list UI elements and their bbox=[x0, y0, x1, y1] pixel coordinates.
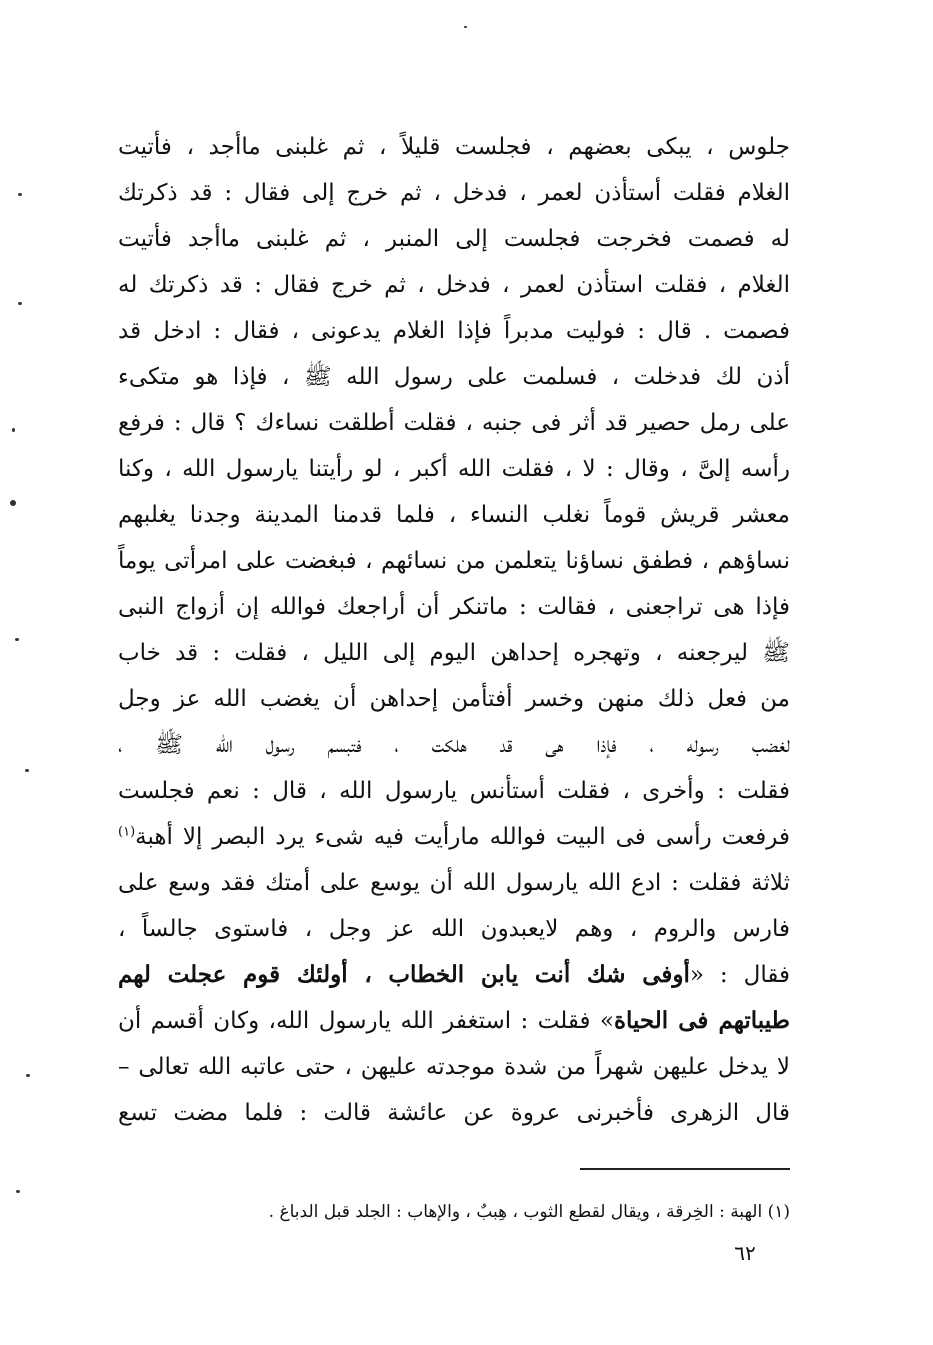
text-line: فارس والروم ، وهم لايعبدون الله عز وجل ، فاستوى جالساً ، bbox=[118, 916, 790, 942]
body-text bbox=[118, 124, 790, 1136]
text-line: ثلاثة فقلت : ادع الله يارسول الله أن يوسع على أمتك فقد وسع على bbox=[118, 870, 790, 896]
footnote-marker: (١) bbox=[118, 824, 136, 840]
text-line: فإذا هى تراجعنى ، فقالت : ماتنكر أن أراجعك فوالله إن أزواج النبى bbox=[118, 594, 790, 620]
text-line bbox=[118, 998, 790, 1044]
page-number: ٦٢ bbox=[734, 1241, 756, 1265]
text-line: فقلت : وأخرى ، فقلت أستأنس يارسول الله ، قال : نعم فجلست bbox=[118, 778, 790, 804]
scan-speck bbox=[464, 26, 467, 28]
text-line: من فعل ذلك منهن وخسر أفتأمن إحداهن أن يغضب الله عز وجل bbox=[118, 686, 790, 712]
text-line: فصمت . قال : فوليت مدبراً فإذا الغلام يدعونى ، فقال : ادخل قد bbox=[118, 318, 790, 344]
scan-speck bbox=[16, 1190, 20, 1193]
text-plain: فقال : « bbox=[689, 962, 790, 988]
quoted-bold-text: أوفى شك أنت يابن الخطاب ، أولئك قوم عجلت لهم bbox=[118, 961, 690, 988]
text-line: لا يدخل عليهن شهراً من شدة موجدته عليهن ، حتى عاتبه الله تعالى – bbox=[118, 1054, 790, 1080]
scan-speck bbox=[18, 193, 22, 196]
text-line: الغلام فقلت أستأذن لعمر ، فدخل ، ثم خرج إلى فقال : قد ذكرتك bbox=[118, 180, 790, 206]
text-line: له فصمت فخرجت فجلست إلى المنبر ، ثم غلبنى ماأجد فأتيت bbox=[118, 226, 790, 252]
footnote: (١) الهبة : الخِرقة ، ويقال لقطع الثوب ، هِببٌ ، والإهاب : الجلد قبل الدباغ . bbox=[268, 1202, 790, 1222]
footnote-separator bbox=[580, 1168, 790, 1170]
text-line: الغلام ، فقلت استأذن لعمر ، فدخل ، ثم خرج فقال : قد ذكرتك له bbox=[118, 272, 790, 298]
text-line: ﷺ ليرجعنه ، وتهجره إحداهن اليوم إلى الليل ، فقلت : قد خاب bbox=[118, 640, 790, 666]
text-line: معشر قريش قوماً نغلب النساء ، فلما قدمنا المدينة وجدنا يغلبهم bbox=[118, 502, 790, 528]
text-line: أذن لك فدخلت ، فسلمت على رسول الله ﷺ ، فإذا هو متكىء bbox=[118, 364, 790, 390]
scan-speck bbox=[10, 500, 16, 506]
scan-speck bbox=[25, 769, 29, 772]
text-line: على رمل حصير قد أثر فى جنبه ، فقلت أطلقت نساءك ؟ قال : فرفع bbox=[118, 410, 790, 436]
text-line: جلوس ، يبكى بعضهم ، فجلست قليلاً ، ثم غلبنى ماأجد ، فأتيت bbox=[118, 134, 790, 160]
scan-speck bbox=[18, 302, 22, 305]
quoted-bold-text: طيباتهم فى الحياة bbox=[613, 1007, 790, 1034]
scan-speck bbox=[15, 638, 19, 641]
text-plain: » فقلت : استغفر الله يارسول الله، وكان أقسم أن bbox=[118, 1008, 614, 1034]
text-line bbox=[118, 814, 790, 860]
text-line-content: فرفعت رأسى فى البيت فوالله مارأيت فيه شىء يرد البصر إلا أهبة bbox=[135, 824, 790, 850]
text-line: رأسه إلىَّ ، وقال : لا ، فقلت الله أكبر ، لو رأيتنا يارسول الله ، وكنا bbox=[118, 456, 790, 482]
text-line: نساؤهم ، فطفق نساؤنا يتعلمن من نسائهم ، فبغضت على امرأتى يوماً bbox=[118, 548, 790, 574]
text-line bbox=[118, 952, 790, 998]
text-line: قال الزهرى فأخبرنى عروة عن عائشة قالت : فلما مضت تسع bbox=[118, 1100, 790, 1126]
scan-speck bbox=[12, 428, 15, 432]
scan-speck bbox=[26, 1074, 30, 1077]
text-line: لغضب رسوله ، فإذا هى قد هلكت ، فتبسم رسول الله ﷺ ، bbox=[118, 732, 790, 758]
